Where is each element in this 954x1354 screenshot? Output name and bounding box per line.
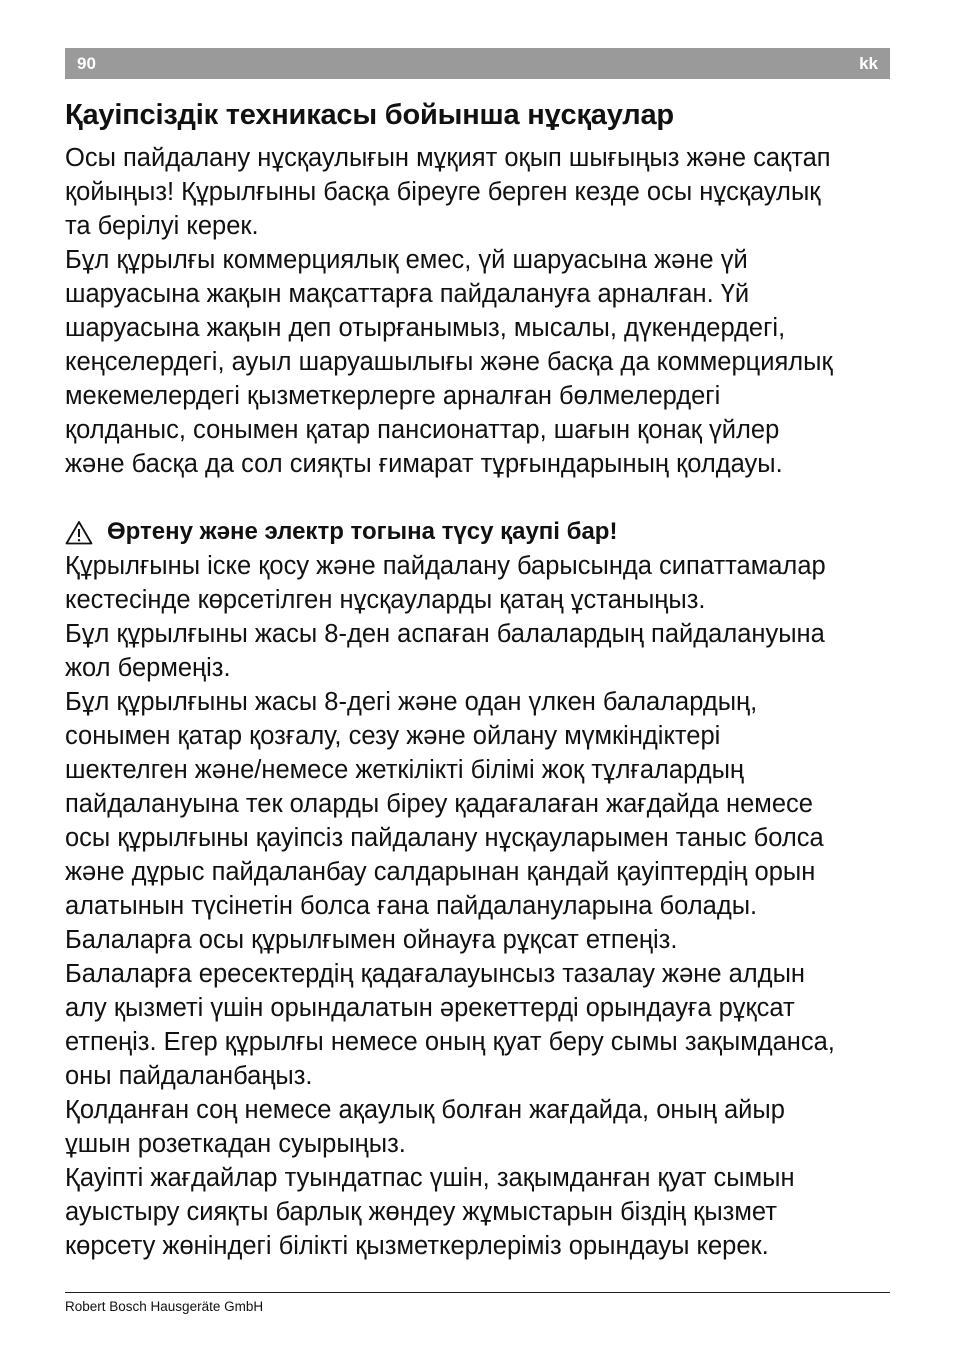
page-number: 90 bbox=[77, 53, 96, 73]
page-content bbox=[65, 95, 895, 1263]
warning-heading-text: Өртену және электр тогына түсу қаупі бар! bbox=[107, 518, 618, 545]
warning-paragraph: Балаларға осы құрылғымен ойнауға рұқсат етпеңіз. bbox=[65, 926, 678, 954]
language-code: kk bbox=[859, 53, 878, 73]
warning-heading bbox=[65, 515, 895, 549]
footer-company: Robert Bosch Hausgeräte GmbH bbox=[65, 1299, 264, 1314]
warning-triangle-icon bbox=[65, 520, 93, 545]
warning-paragraph: Құрылғыны іске қосу және пайдалану барысында сипаттамалар кестесінде көрсетілген нұсқауларды қатаң ұстаныңыз. bbox=[65, 552, 826, 614]
page-title: Қауіпсіздік техникасы бойынша нұсқаулар bbox=[65, 99, 674, 131]
warning-paragraph: Балаларға ересектердің қадағалауынсыз тазалау және алдын алу қызметі үшін орындалатын әрекеттерді орындауға рұқсат етпеңіз. Егер құрылғы немесе оның қуат беру сымы зақымданса, оны пайдаланбаңыз. bbox=[65, 960, 835, 1090]
intro-paragraph: Осы пайдалану нұсқаулығын мұқият оқып шығыңыз және сақтап қойыңыз! Құрылғыны басқа біреуге берген кезде осы нұсқаулық та берілуі керек. bbox=[65, 144, 831, 240]
section-gap bbox=[65, 481, 895, 515]
warning-paragraph: Бұл құрылғыны жасы 8-дегі және одан үлкен балалардың, сонымен қатар қозғалу, сезу және ойлану мүмкіндіктері шектелген және/немесе жеткілікті білімі жоқ тұлғалардың пайдалануына тек оларды біреу қадағалаған жағдайда немесе осы құрылғыны қауіпсіз пайдалану нұсқауларымен таныс болса және дұрыс пайдаланбау салдарынан қандай қауіптердің орын алатынын түсінетін болса ғана пайдалануларына болады. bbox=[65, 688, 824, 920]
warning-paragraph: Қауіпті жағдайлар туындатпас үшін, зақымданған қуат сымын ауыстыру сияқты барлық жөндеу жұмыстарын біздің қызмет көрсету жөніндегі білікті қызметкерлеріміз орындауы керек. bbox=[65, 1164, 795, 1260]
warning-paragraph: Бұл құрылғыны жасы 8-ден аспаған балалардың пайдалануына жол бермеңіз. bbox=[65, 620, 825, 682]
page-header-bar bbox=[65, 48, 890, 79]
intro-paragraph: Бұл құрылғы коммерциялық емес, үй шаруасына және үй шаруасына жақын мақсаттарға пайдалануға арналған. Үй шаруасына жақын деп отырғанымыз, мысалы, дүкендердегі, кеңселердегі, ауыл шаруашылығы және басқа да коммерциялық мекемелердегі қызметкерлерге арналған бөлмелердегі қолданыс, сонымен қатар пансионаттар, шағын қонақ үйлер және басқа да сол сияқты ғимарат тұрғындарының қолдауы. bbox=[65, 246, 833, 478]
warning-paragraph: Қолданған соң немесе ақаулық болған жағдайда, оның айыр ұшын розеткадан суырыңыз. bbox=[65, 1096, 785, 1158]
footer-divider bbox=[65, 1292, 890, 1293]
